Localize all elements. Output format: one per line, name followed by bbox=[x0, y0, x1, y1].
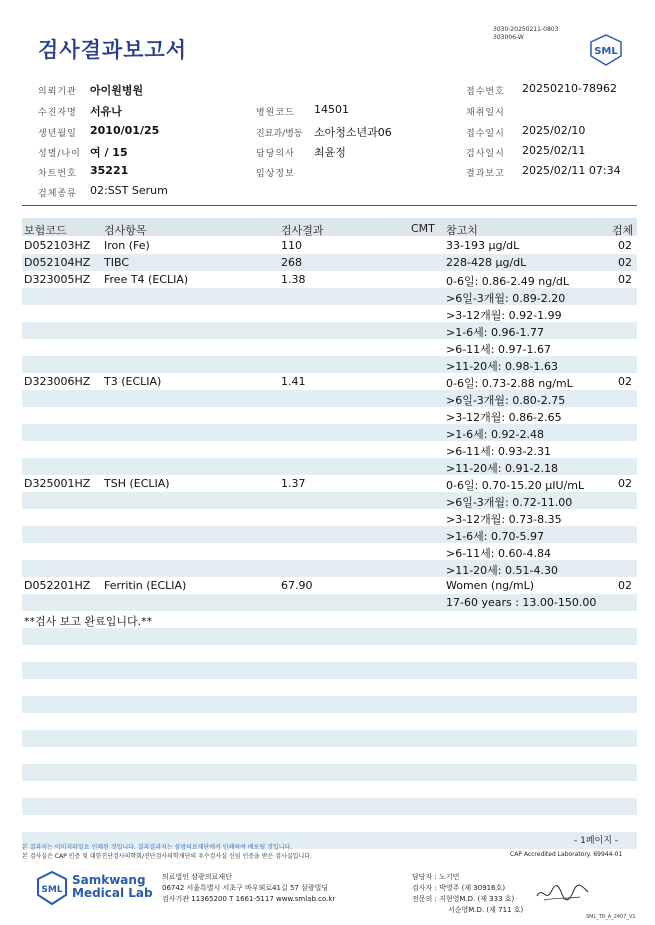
table-row-empty bbox=[22, 645, 637, 662]
hospital-label: 의뢰기관 bbox=[38, 87, 77, 97]
cell-ref: 33-193 µg/dL bbox=[446, 239, 520, 252]
specimen-value: 02:SST Serum bbox=[90, 184, 168, 197]
lab-name-line-1: Samkwang bbox=[72, 873, 146, 887]
lab-address-line-3: 검사기관 11365200 T 1661-5117 www.smlab.co.kr bbox=[162, 895, 336, 903]
staff-manager: 담당자 : 노기민 bbox=[412, 873, 460, 881]
cell-result: 1.38 bbox=[281, 273, 306, 286]
staff-examiner: 검사자 : 박영주 (제 30916호) bbox=[412, 884, 506, 892]
sex-age-value: 여 / 15 bbox=[90, 146, 128, 159]
cell-code: D323006HZ bbox=[24, 375, 91, 388]
chart-value: 35221 bbox=[90, 164, 129, 177]
col-header-cmt: CMT bbox=[411, 222, 435, 235]
hospital-code-label: 병원코드 bbox=[256, 108, 295, 118]
document-code-line-1: 3030-20250211-0803 bbox=[493, 26, 559, 33]
page-number: - 1페이지 - bbox=[574, 836, 619, 846]
table-row-empty bbox=[22, 764, 637, 781]
table-row-empty bbox=[22, 815, 637, 832]
cell-ref: >3-12개월: 0.73-8.35 bbox=[446, 513, 562, 526]
hospital-value: 아이원병원 bbox=[90, 84, 144, 97]
cell-specimen: 02 bbox=[618, 239, 632, 252]
cell-item: TSH (ECLIA) bbox=[104, 477, 170, 490]
cell-item: Free T4 (ECLIA) bbox=[104, 273, 189, 286]
specimen-label: 검체종류 bbox=[38, 189, 77, 199]
table-row-empty bbox=[22, 781, 637, 798]
sex-age-label: 성별/나이 bbox=[38, 149, 81, 159]
clinical-label: 임상정보 bbox=[256, 169, 295, 179]
col-header-result: 검사결과 bbox=[281, 224, 324, 237]
staff-specialist-2: 서순영M.D. (제 711 호) bbox=[448, 906, 524, 914]
lab-name bbox=[72, 874, 153, 900]
cell-ref: >1-6세: 0.92-2.48 bbox=[446, 428, 544, 441]
document-code bbox=[493, 26, 558, 42]
cell-code: **검사 보고 완료입니다.** bbox=[24, 615, 153, 628]
samkwang-logo-text: SML bbox=[41, 885, 63, 895]
report-label: 결과보고 bbox=[466, 169, 505, 179]
cell-item: TIBC bbox=[104, 256, 129, 269]
cell-result: 1.37 bbox=[281, 477, 306, 490]
cell-ref: >6-11세: 0.97-1.67 bbox=[446, 343, 551, 356]
hospital-code-value: 14501 bbox=[314, 103, 349, 116]
table-row bbox=[22, 424, 637, 441]
col-header-ref: 참고치 bbox=[446, 224, 478, 237]
birth-value: 2010/01/25 bbox=[90, 124, 160, 137]
cell-code: D052104HZ bbox=[24, 256, 91, 269]
lab-address-line-1: 의료법인 삼광의료재단 bbox=[162, 873, 232, 881]
cell-result: 110 bbox=[281, 239, 302, 252]
cell-ref: >6-11세: 0.60-4.84 bbox=[446, 547, 551, 560]
cell-specimen: 02 bbox=[618, 579, 632, 592]
table-row-empty bbox=[22, 696, 637, 713]
test-date-value: 2025/02/11 bbox=[522, 144, 586, 157]
cell-result: 67.90 bbox=[281, 579, 313, 592]
table-row bbox=[22, 322, 637, 339]
cell-ref: 0-6일: 0.86-2.49 ng/dL bbox=[446, 275, 570, 288]
cell-item: Iron (Fe) bbox=[104, 239, 150, 252]
patient-label: 수진자명 bbox=[38, 108, 77, 118]
table-row-empty bbox=[22, 628, 637, 645]
col-header-item: 검사항목 bbox=[104, 224, 147, 237]
section-divider bbox=[22, 205, 637, 206]
table-row-empty bbox=[22, 679, 637, 696]
collect-date-label: 채취일시 bbox=[466, 108, 505, 118]
staff-specialist-1: 전문의 : 지현영M.D. (제 333 호) bbox=[412, 895, 515, 903]
doctor-label: 담당의사 bbox=[256, 149, 295, 159]
cell-code: D052103HZ bbox=[24, 239, 91, 252]
staff-list bbox=[412, 872, 523, 916]
receipt-no-value: 20250210-78962 bbox=[522, 82, 617, 95]
dept-value: 소아청소년과06 bbox=[314, 126, 392, 139]
cell-ref: >11-20세: 0.51-4.30 bbox=[446, 564, 558, 577]
table-row-empty bbox=[22, 747, 637, 764]
cell-item: T3 (ECLIA) bbox=[104, 375, 162, 388]
cell-specimen: 02 bbox=[618, 375, 632, 388]
cell-ref: 0-6일: 0.73-2.88 ng/mL bbox=[446, 377, 573, 390]
cell-ref: >3-12개월: 0.86-2.65 bbox=[446, 411, 562, 424]
signature-icon bbox=[534, 880, 590, 906]
footer-note-2: 본 검사실은 CAP 인증 및 대한진단검사의학회/진단검사의학재단의 우수검사실 신임 인증을 받은 검사실입니다. bbox=[22, 853, 312, 860]
dept-label: 진료과/병동 bbox=[256, 129, 303, 139]
birth-label: 생년월일 bbox=[38, 129, 77, 139]
cell-item: Ferritin (ECLIA) bbox=[104, 579, 187, 592]
cell-ref: >6일-3개월: 0.72-11.00 bbox=[446, 496, 573, 509]
table-row-empty bbox=[22, 730, 637, 747]
form-id: SML_TR_A_2407_V1 bbox=[586, 914, 636, 920]
cell-ref: 17-60 years : 13.00-150.00 bbox=[446, 596, 597, 609]
cell-ref: >6-11세: 0.93-2.31 bbox=[446, 445, 551, 458]
cell-code: D325001HZ bbox=[24, 477, 91, 490]
sml-logo-icon bbox=[588, 34, 624, 66]
receipt-date-label: 접수일시 bbox=[466, 129, 505, 139]
cell-ref: >11-20세: 0.91-2.18 bbox=[446, 462, 558, 475]
table-row-empty bbox=[22, 798, 637, 815]
cell-specimen: 02 bbox=[618, 477, 632, 490]
col-header-code: 보험코드 bbox=[24, 224, 67, 237]
receipt-no-label: 접수번호 bbox=[466, 87, 505, 97]
cell-ref: >6일-3개월: 0.89-2.20 bbox=[446, 292, 566, 305]
cell-ref: >1-6세: 0.70-5.97 bbox=[446, 530, 544, 543]
sml-logo-text: SML bbox=[594, 46, 618, 57]
test-date-label: 검사일시 bbox=[466, 149, 505, 159]
cell-ref: Women (ng/mL) bbox=[446, 579, 534, 592]
patient-value: 서유나 bbox=[90, 105, 122, 118]
cell-result: 1.41 bbox=[281, 375, 306, 388]
table-row-empty bbox=[22, 713, 637, 730]
report-title: 검사결과보고서 bbox=[38, 38, 188, 62]
cell-ref: >3-12개월: 0.92-1.99 bbox=[446, 309, 562, 322]
cell-ref: 0-6일: 0.70-15.20 µIU/mL bbox=[446, 479, 585, 492]
col-header-specimen: 검체 bbox=[612, 224, 634, 237]
doctor-value: 최윤정 bbox=[314, 146, 346, 159]
cell-specimen: 02 bbox=[618, 256, 632, 269]
cell-ref: >1-6세: 0.96-1.77 bbox=[446, 326, 544, 339]
cap-accreditation: CAP Accredited Laboratory. 69944-01 bbox=[510, 851, 623, 858]
table-row bbox=[22, 526, 637, 543]
footer-note-1: 본 결과지는 이미지파일로 인쇄된 것입니다. 결과결과지는 삼광의료재단에서 인쇄하여 배포될 것입니다. bbox=[22, 844, 293, 851]
cell-code: D323005HZ bbox=[24, 273, 91, 286]
cell-specimen: 02 bbox=[618, 273, 632, 286]
lab-name-line-2: Medical Lab bbox=[72, 886, 153, 900]
cell-ref: >11-20세: 0.98-1.63 bbox=[446, 360, 558, 373]
cell-ref: 228-428 µg/dL bbox=[446, 256, 527, 269]
cell-ref: >6일-3개월: 0.80-2.75 bbox=[446, 394, 566, 407]
lab-address bbox=[162, 872, 335, 905]
document-code-line-2: 303006-W bbox=[493, 34, 524, 41]
report-value: 2025/02/11 07:34 bbox=[522, 164, 621, 177]
cell-result: 268 bbox=[281, 256, 302, 269]
chart-label: 차트번호 bbox=[38, 169, 77, 179]
lab-address-line-2: 06742 서울특별시 서초구 바우뫼로41길 57 삼광빌딩 bbox=[162, 884, 329, 892]
cell-code: D052201HZ bbox=[24, 579, 91, 592]
receipt-date-value: 2025/02/10 bbox=[522, 124, 586, 137]
table-row-empty bbox=[22, 662, 637, 679]
